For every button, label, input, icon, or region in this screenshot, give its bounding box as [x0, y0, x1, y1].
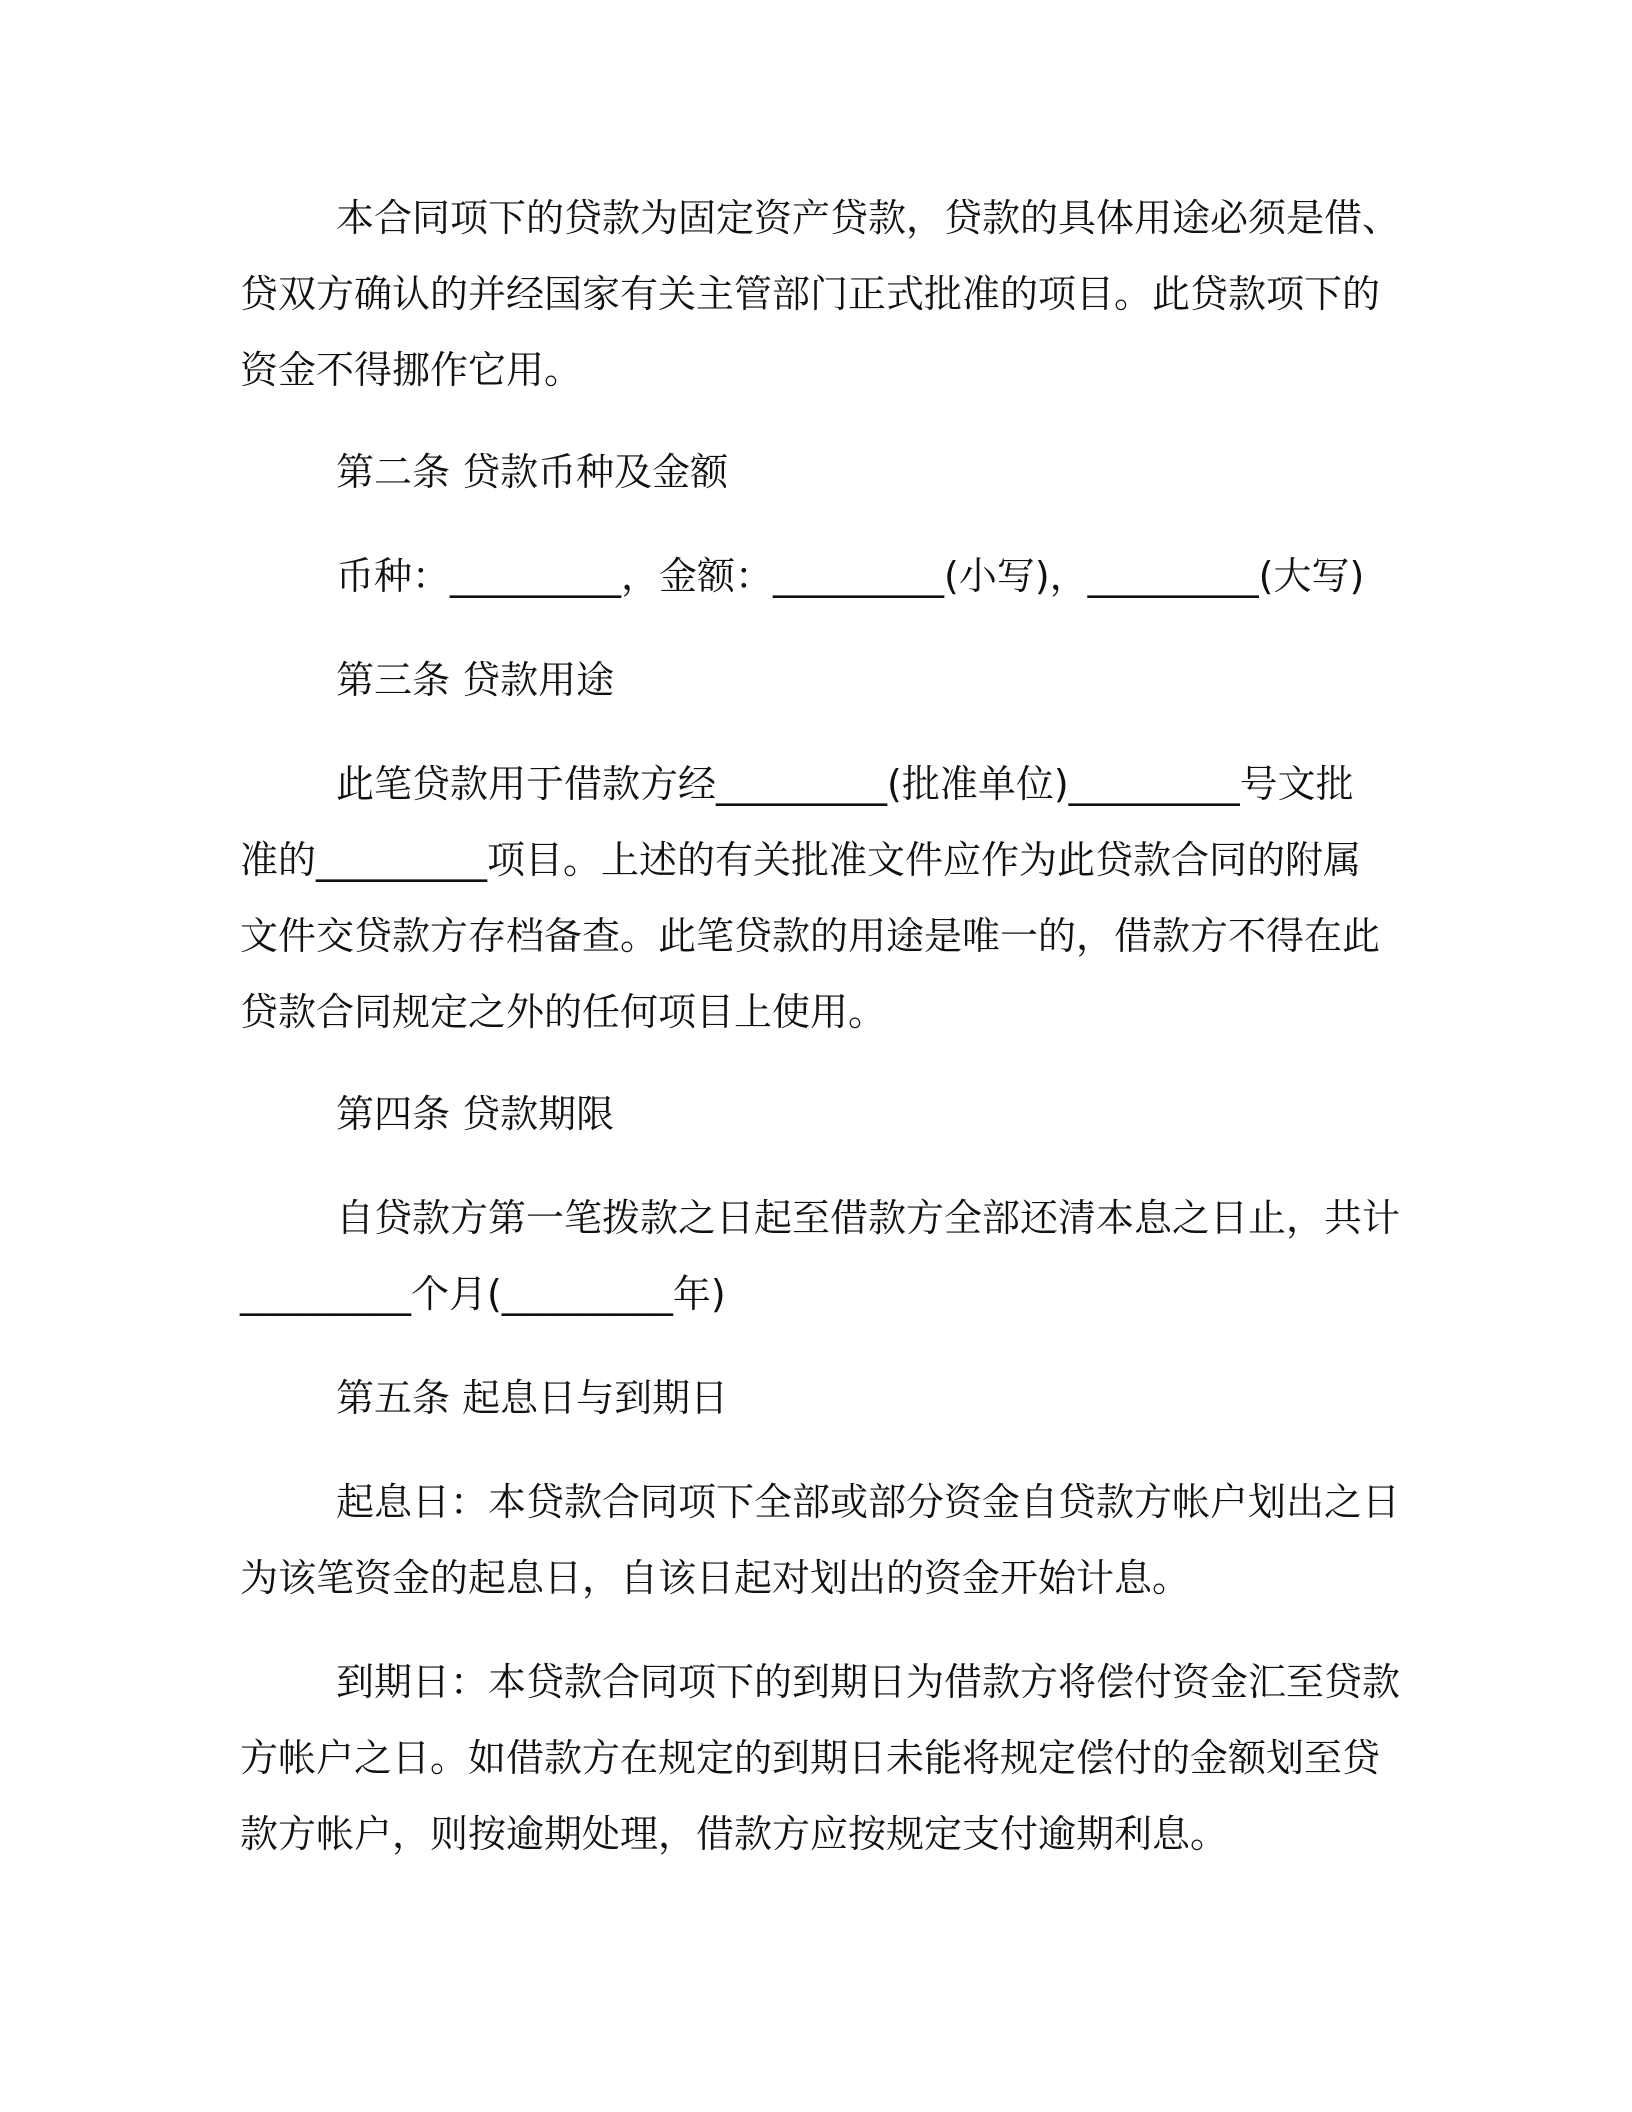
article-2-currency-amount-line: 币种：_________，金额：_________(小写)，_________(大写) [336, 554, 1365, 598]
article-3-line-1: 此笔贷款用于借款方经_________(批准单位)_________号文批 [336, 762, 1354, 806]
article-5-start-date-line-1: 起息日：本贷款合同项下全部或部分资金自贷款方帐户划出之日 [336, 1480, 1401, 1524]
article-3-line-4: 贷款合同规定之外的任何项目上使用。 [240, 990, 887, 1034]
article-5-due-date-line-3: 款方帐户，则按逾期处理，借款方应按规定支付逾期利息。 [240, 1812, 1229, 1856]
paragraph-1-line-2: 贷双方确认的并经国家有关主管部门正式批准的项目。此贷款项下的 [240, 272, 1381, 316]
article-4-line-2: _________个月(_________年) [240, 1272, 726, 1316]
article-5-due-date-line-1: 到期日：本贷款合同项下的到期日为借款方将偿付资金汇至贷款 [336, 1660, 1401, 1704]
article-2-heading: 第二条 贷款币种及金额 [336, 450, 729, 494]
article-3-line-2: 准的_________项目。上述的有关批准文件应作为此贷款合同的附属 [240, 838, 1362, 882]
article-3-line-3: 文件交贷款方存档备查。此笔贷款的用途是唯一的，借款方不得在此 [240, 914, 1381, 958]
article-5-heading: 第五条 起息日与到期日 [336, 1376, 729, 1420]
paragraph-1-line-1: 本合同项下的贷款为固定资产贷款，贷款的具体用途必须是借、 [336, 196, 1401, 240]
paragraph-1-line-3: 资金不得挪作它用。 [240, 348, 583, 392]
article-5-due-date-line-2: 方帐户之日。如借款方在规定的到期日未能将规定偿付的金额划至贷 [240, 1736, 1381, 1780]
article-4-line-1: 自贷款方第一笔拨款之日起至借款方全部还清本息之日止，共计 [336, 1196, 1401, 1240]
article-4-heading: 第四条 贷款期限 [336, 1092, 615, 1136]
article-3-heading: 第三条 贷款用途 [336, 658, 615, 702]
article-5-start-date-line-2: 为该笔资金的起息日，自该日起对划出的资金开始计息。 [240, 1556, 1191, 1600]
